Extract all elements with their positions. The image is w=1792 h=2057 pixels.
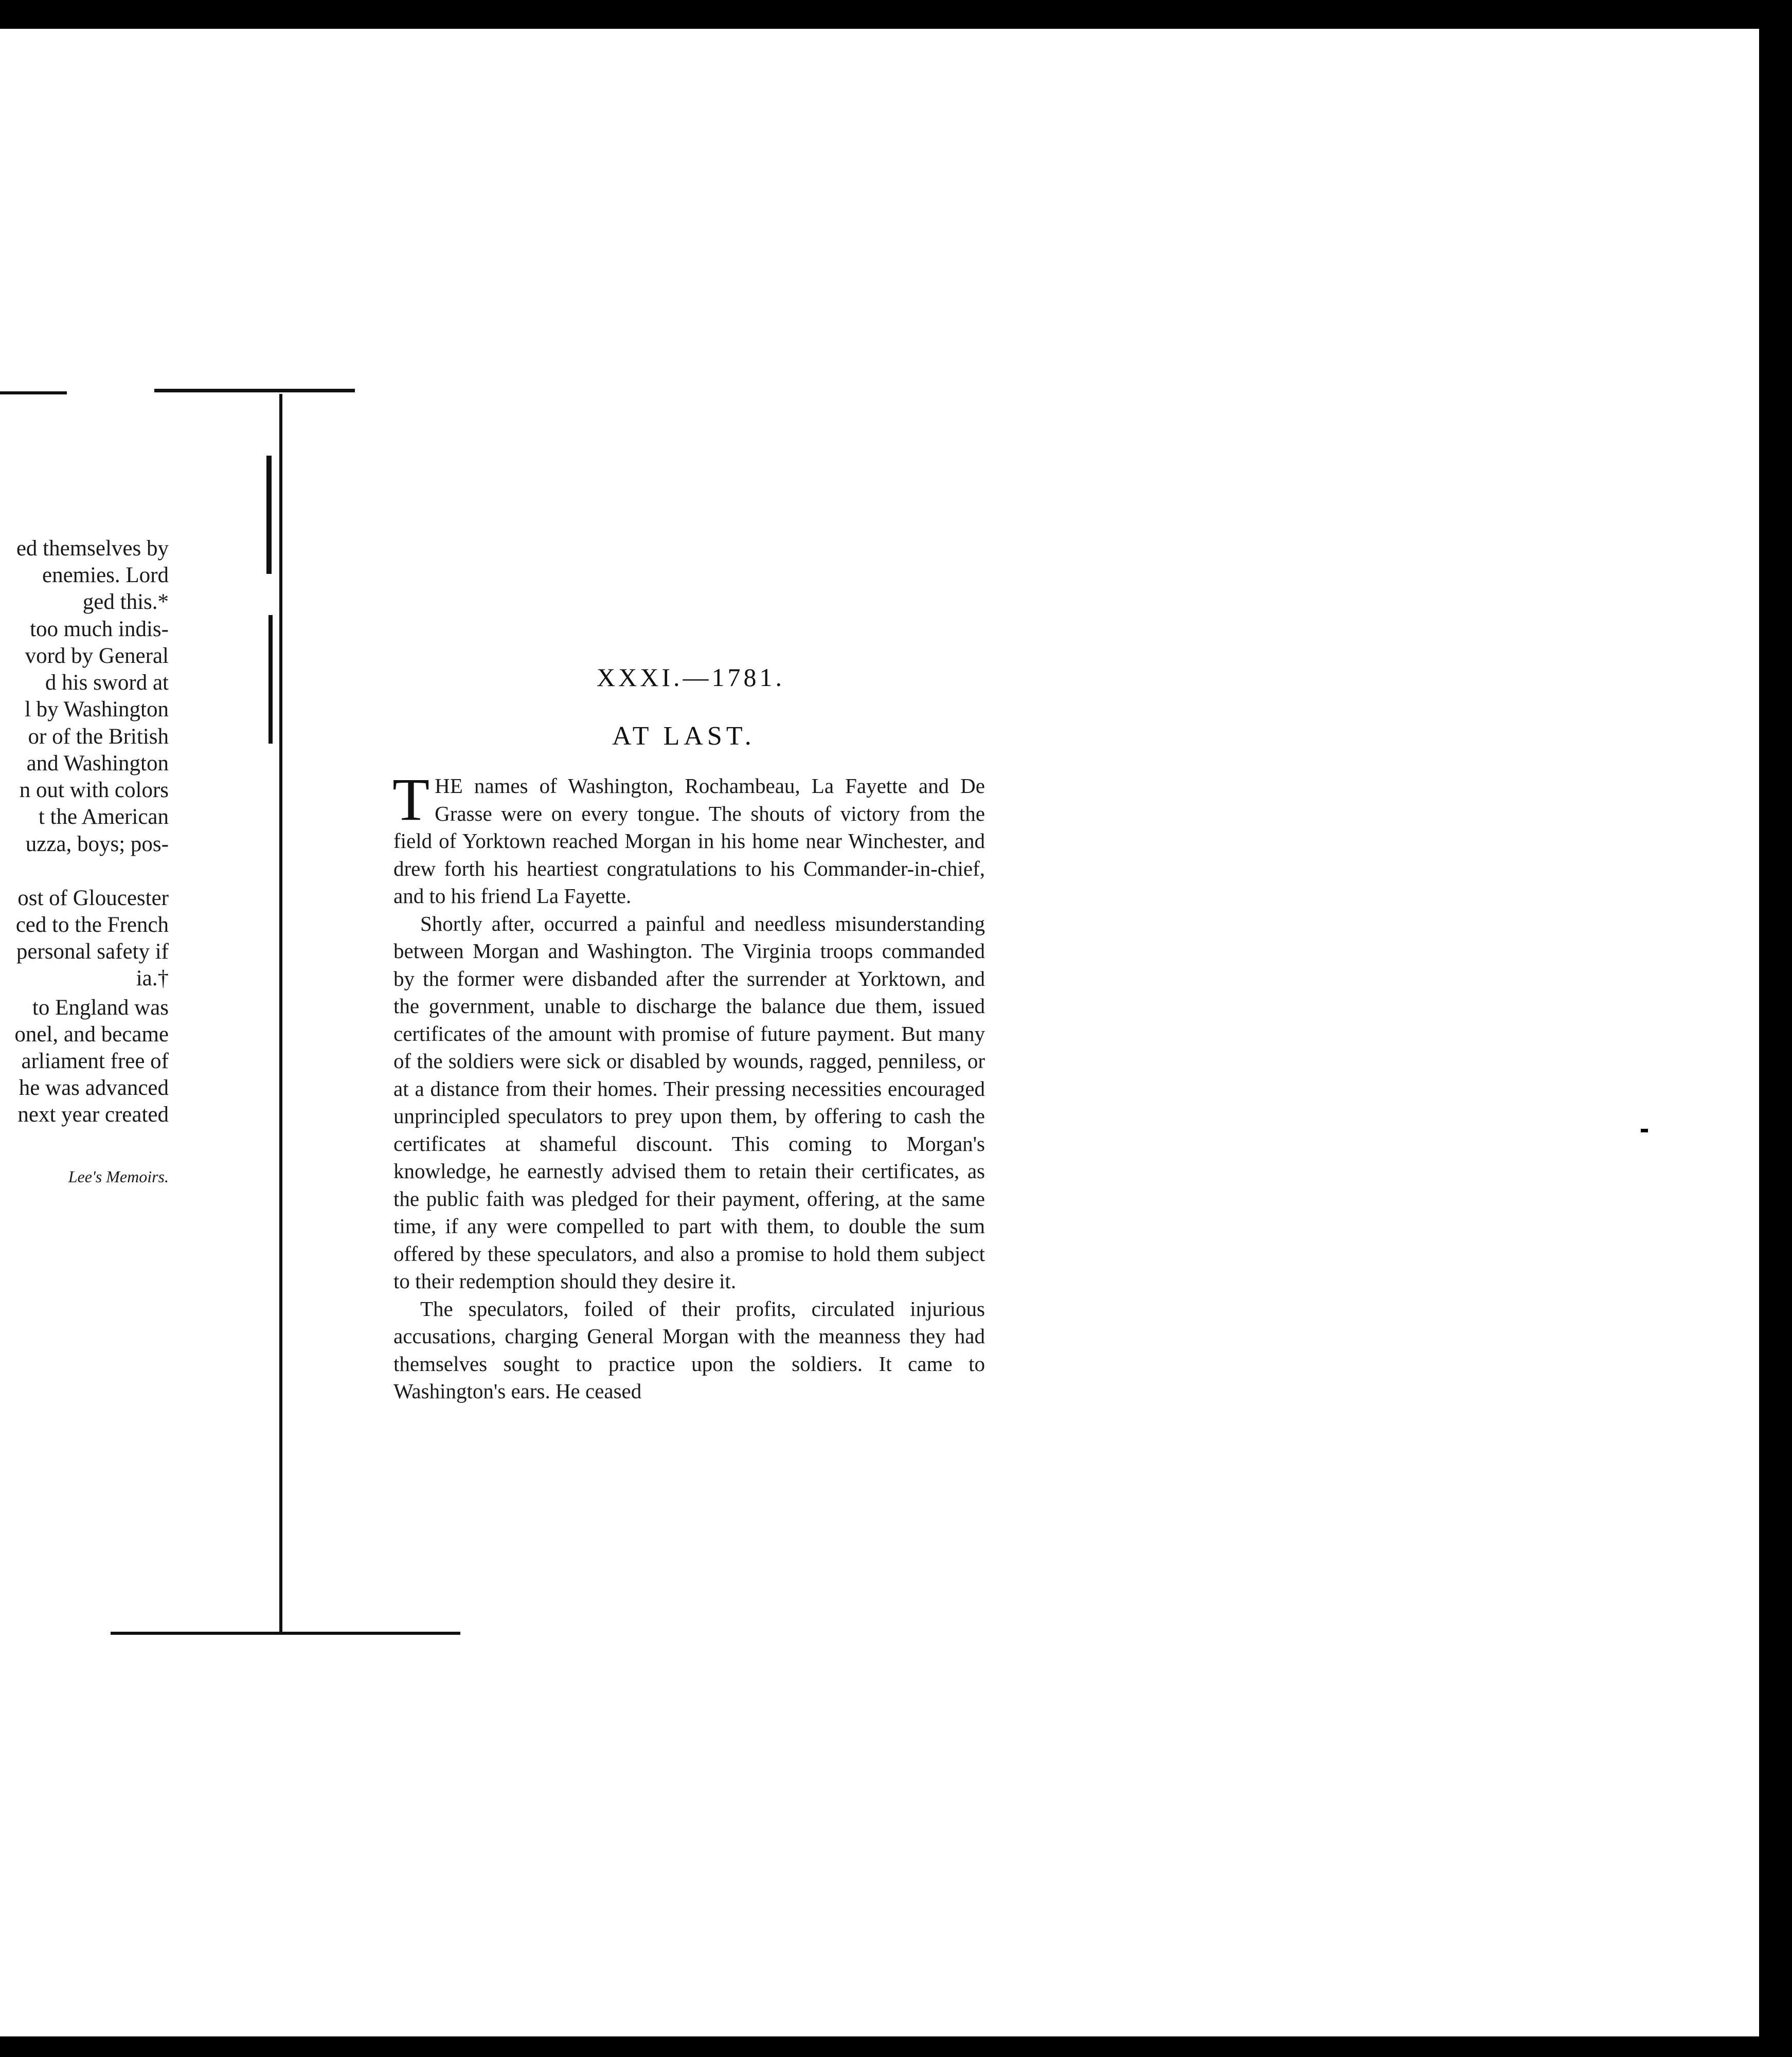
left-page-line: vord by General bbox=[25, 644, 169, 668]
page-sheet bbox=[0, 29, 1759, 2036]
paragraph-text: Shortly after, occurred a painful and needless misunderstanding between Morgan and Washington. The Virginia troops commanded by the former were disbanded after the surrender at Yorktown, and the government, unable to discharge the balance due them, issued certificates of the amount with promise of future payment. But many of the soldiers were sick or disabled by wounds, ragged, penniless, or at a distance from their homes. Their pressing necessities encouraged unprincipled speculators to prey upon them, by offering to cash the certificates at shameful discount. This coming to Morgan's knowledge, he earnestly advised them to retain their certificates, as the public faith was pledged for their payment, offering, at the same time, if any were compelled to part with them, to double the sum offered by these speculators, and also a promise to hold them subject to their redemption should they desire it. bbox=[393, 911, 985, 1293]
scan-speck bbox=[1641, 1129, 1648, 1132]
left-page-line: ost of Gloucester bbox=[17, 886, 169, 910]
drop-cap: T bbox=[392, 766, 430, 833]
gutter-mark bbox=[266, 456, 272, 574]
left-page-line: onel, and became bbox=[14, 1022, 169, 1046]
left-page-line: d his sword at bbox=[45, 671, 169, 695]
paragraph bbox=[392, 766, 985, 910]
left-page-line: ced to the French bbox=[15, 913, 169, 937]
left-page-line: too much indis- bbox=[30, 617, 169, 641]
scan-speck bbox=[1780, 121, 1785, 142]
chapter-heading: XXXI.—1781. bbox=[597, 663, 785, 692]
chapter-title: AT LAST. bbox=[612, 721, 756, 751]
paragraph-text: HE names of Washington, Rochambeau, La Fayette and De Grasse were on every tongue. The shouts of victory from the field of Yorktown reached Morgan in his home near Winchester, and drew forth his heartiest congratulations to his Commander-in-chief, and to his friend La Fayette. bbox=[393, 774, 985, 908]
left-page-line: ed themselves by bbox=[16, 536, 169, 561]
left-page-line: arliament free of bbox=[21, 1049, 169, 1073]
left-page-line: next year created bbox=[17, 1103, 169, 1127]
gutter-mark bbox=[268, 615, 273, 744]
left-page-line: t the American bbox=[38, 805, 169, 829]
left-page-footnote: Lee's Memoirs. bbox=[68, 1167, 169, 1186]
left-page-line: personal safety if bbox=[16, 940, 169, 964]
paragraph bbox=[393, 910, 985, 1295]
left-page-line: enemies. Lord bbox=[42, 563, 169, 587]
left-page-line: he was advanced bbox=[19, 1076, 169, 1100]
paragraph bbox=[393, 1295, 985, 1405]
top-rule-right bbox=[154, 389, 355, 392]
body-text bbox=[392, 766, 985, 1405]
paragraph-text: The speculators, foiled of their profits, circulated injurious accusations, charging General Morgan with the meanness they had themselves sought to practice upon the soldiers. It came to Washington's ears. He ceased bbox=[393, 1296, 985, 1403]
left-page-line: ia.† bbox=[136, 966, 169, 990]
left-page-line: and Washington bbox=[26, 751, 169, 775]
left-page-fragment bbox=[0, 535, 169, 1204]
left-page-line: ged this.* bbox=[82, 590, 169, 614]
left-page-line: uzza, boys; pos- bbox=[25, 832, 169, 856]
left-page-line: n out with colors bbox=[19, 778, 169, 802]
top-rule-left bbox=[0, 391, 67, 394]
bottom-rule bbox=[111, 1632, 460, 1635]
left-page-line: to England was bbox=[32, 996, 169, 1020]
gutter-rule bbox=[279, 394, 282, 1634]
left-page-line: l by Washington bbox=[24, 697, 169, 721]
left-page-line: or of the British bbox=[28, 725, 169, 749]
